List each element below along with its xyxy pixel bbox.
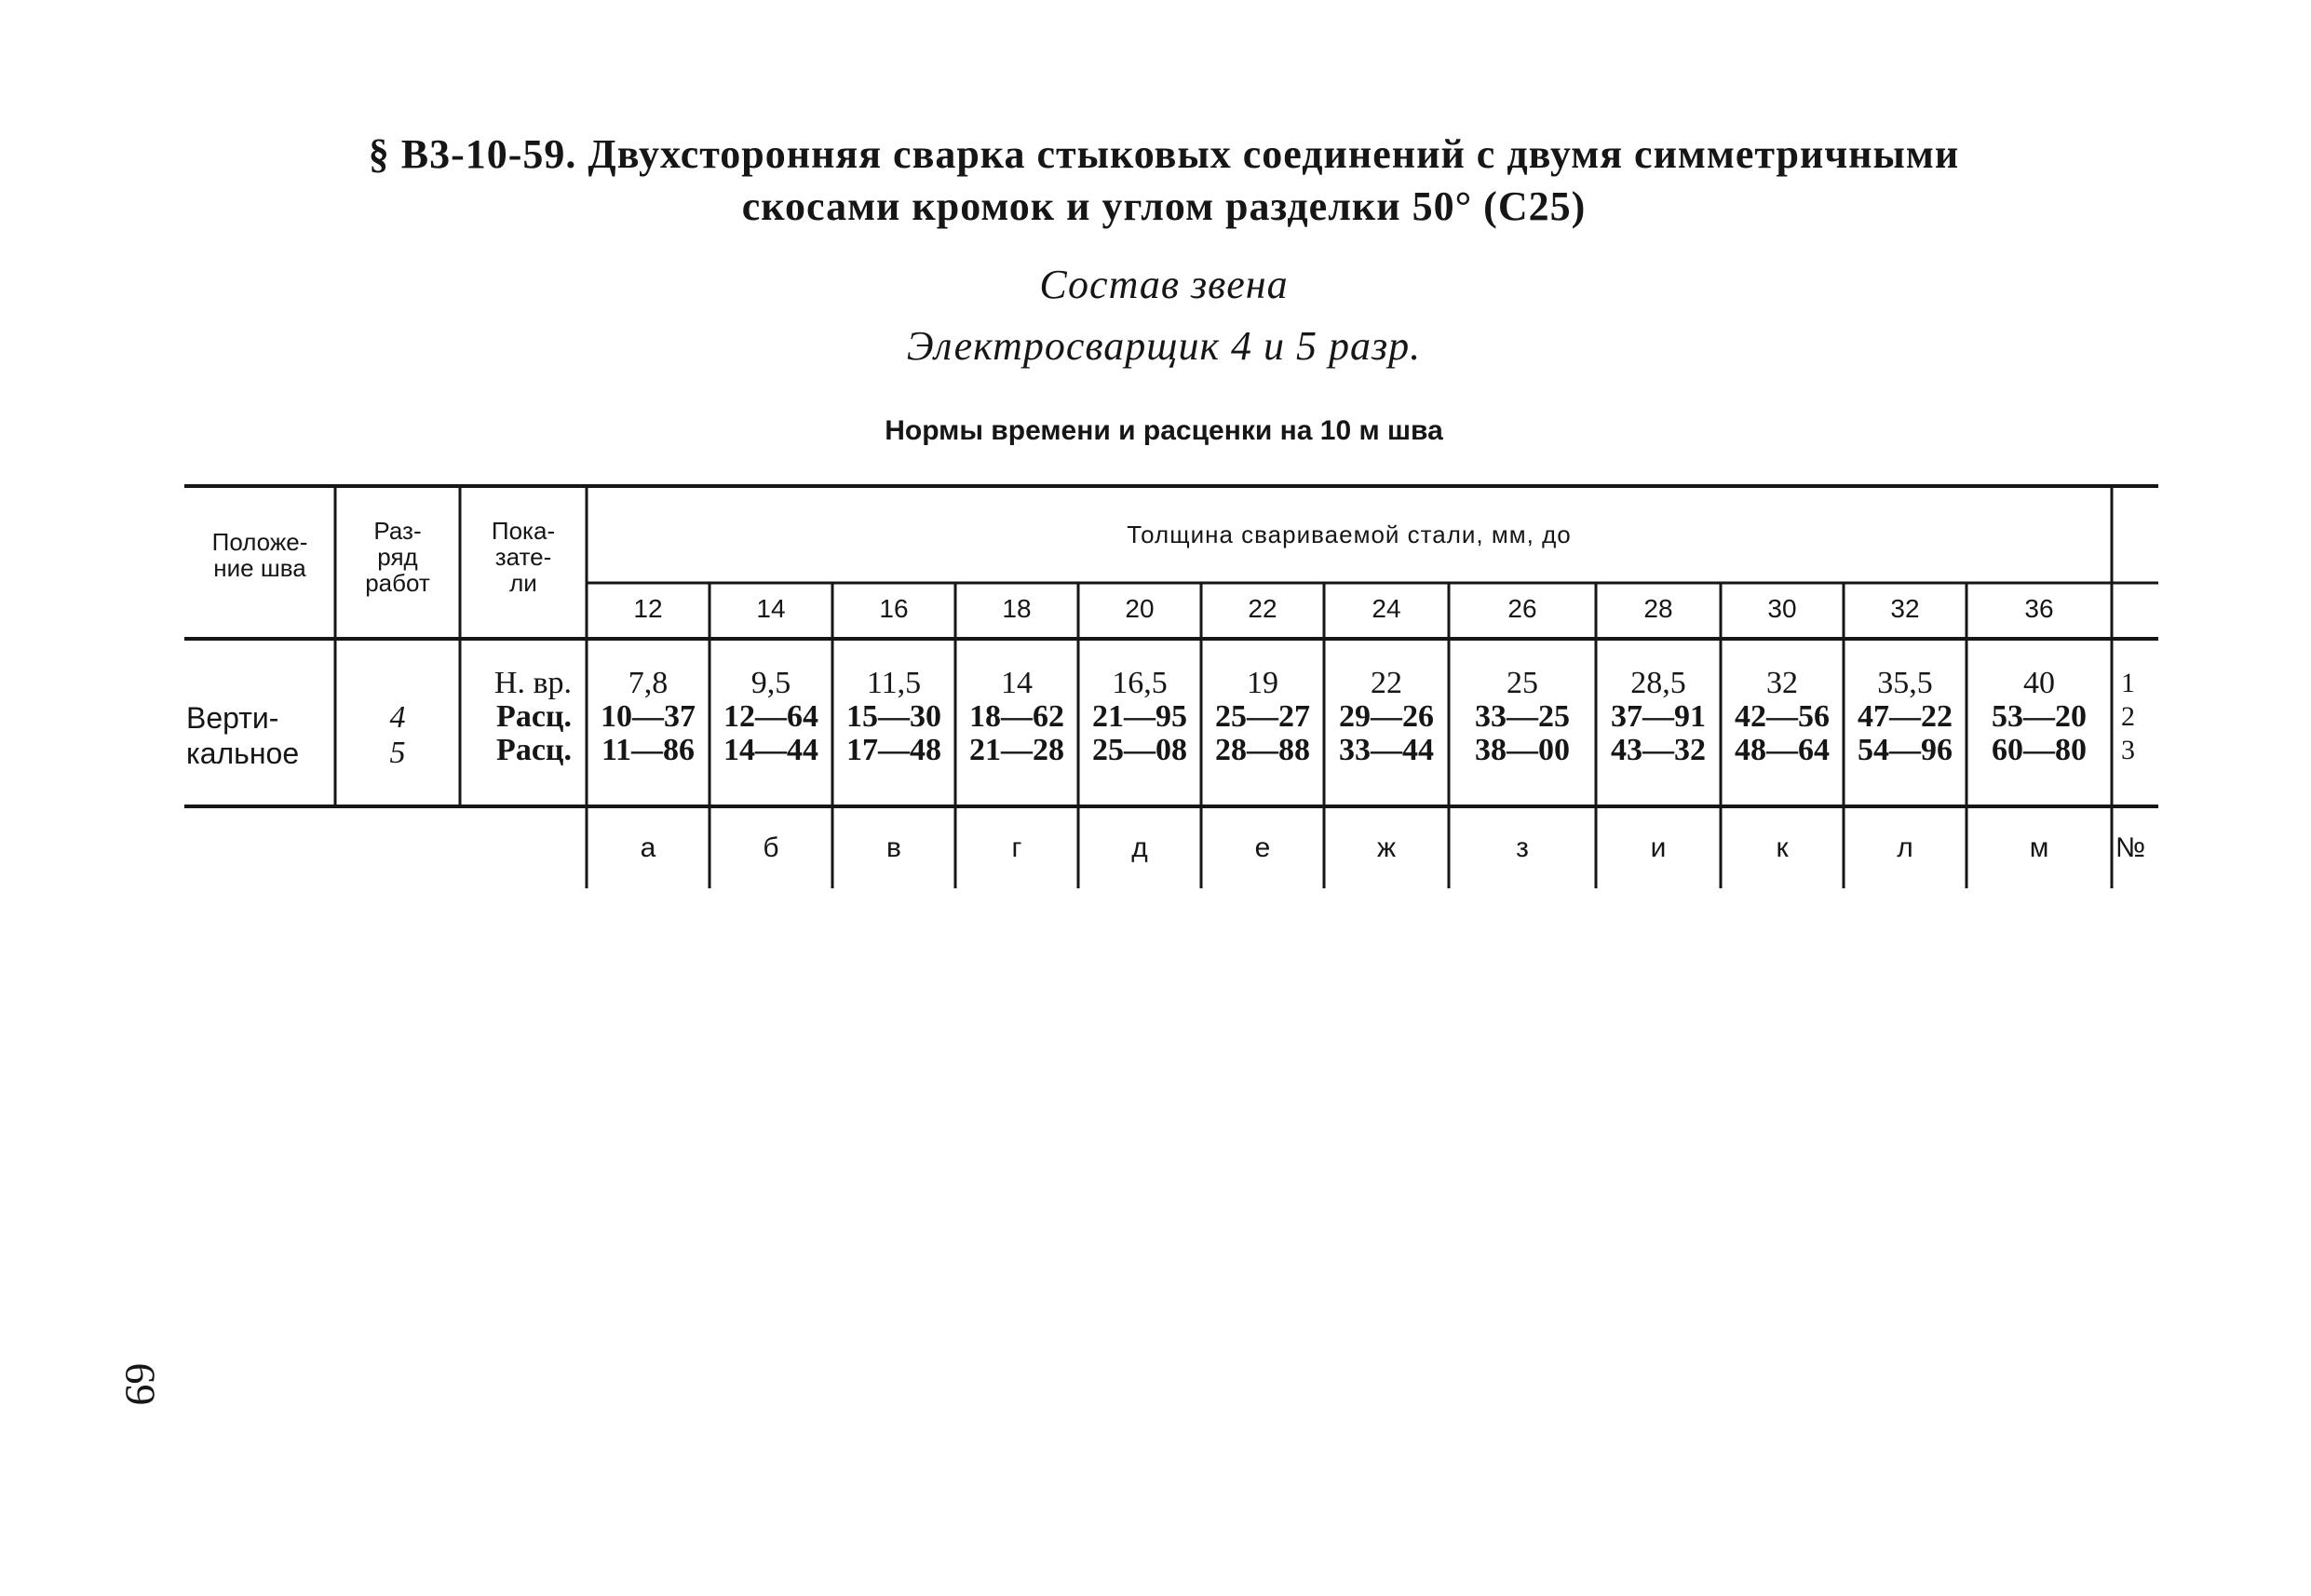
row-number-1: 1 bbox=[2121, 668, 2135, 698]
thickness-32: 32 bbox=[1890, 594, 1920, 623]
column-letter: б bbox=[763, 832, 779, 863]
time-norm: 11,5 bbox=[866, 666, 922, 700]
rate-grade-5: 17—48 bbox=[846, 733, 941, 767]
thickness-30: 30 bbox=[1767, 594, 1797, 623]
thickness-14: 14 bbox=[756, 594, 786, 623]
rate-grade-5: 54—96 bbox=[1858, 733, 1953, 767]
row-seam-position: Верти- кальное bbox=[186, 701, 300, 770]
thickness-16: 16 bbox=[879, 594, 909, 623]
rate-grade-5: 60—80 bbox=[1992, 733, 2087, 767]
time-norm: 19 bbox=[1247, 666, 1278, 700]
rate-grade-5: 28—88 bbox=[1215, 733, 1310, 767]
time-norm: 7,8 bbox=[628, 666, 669, 700]
rate-grade-4: 53—20 bbox=[1992, 699, 2087, 734]
header-work-grade: Раз- ряд работ bbox=[365, 517, 430, 597]
rate-grade-5: 11—86 bbox=[601, 733, 696, 767]
column-letter: м bbox=[2029, 832, 2049, 863]
rate-grade-4: 12—64 bbox=[723, 699, 818, 734]
time-norm: 40 bbox=[2023, 666, 2055, 700]
indicator-time-norm: Н. вр. bbox=[493, 666, 572, 700]
indicator-rate-grade-5: Расц. bbox=[496, 733, 572, 767]
thickness-22: 22 bbox=[1248, 594, 1277, 623]
row-numbers bbox=[2112, 667, 2158, 767]
thickness-12: 12 bbox=[633, 594, 663, 623]
values-column-k bbox=[1721, 667, 1844, 767]
rate-grade-5: 14—44 bbox=[723, 733, 818, 767]
crew-heading: Состав звена bbox=[1039, 262, 1289, 307]
thickness-18: 18 bbox=[1002, 594, 1032, 623]
time-norm: 14 bbox=[1001, 666, 1033, 700]
row-number-3: 3 bbox=[2121, 735, 2135, 765]
rate-grade-4: 29—26 bbox=[1339, 699, 1434, 734]
rate-grade-5: 25—08 bbox=[1092, 733, 1187, 767]
header-seam-position: Положе- ние шва bbox=[211, 528, 308, 582]
title-line-2: скосами кромок и углом разделки 50° (С25) bbox=[741, 183, 1587, 229]
thickness-24: 24 bbox=[1372, 594, 1401, 623]
column-letter: и bbox=[1650, 832, 1667, 863]
thickness-28: 28 bbox=[1643, 594, 1673, 623]
rate-grade-4: 10—37 bbox=[601, 699, 696, 734]
header-thickness: Толщина свариваемой стали, мм, до bbox=[1127, 521, 1572, 548]
rate-grade-4: 42—56 bbox=[1735, 699, 1830, 734]
crew-members: Электросварщик 4 и 5 разр. bbox=[906, 323, 1422, 369]
column-letter: з bbox=[1516, 832, 1529, 863]
rate-grade-5: 38—00 bbox=[1475, 733, 1570, 767]
column-letter: л bbox=[1897, 832, 1913, 863]
indicator-rate-grade-4: Расц. bbox=[496, 699, 572, 734]
values-column-d bbox=[1078, 667, 1201, 767]
values-column-z bbox=[1449, 667, 1596, 767]
column-letter: в bbox=[886, 832, 901, 863]
values-column-l bbox=[1844, 667, 1966, 767]
rate-grade-5: 43—32 bbox=[1611, 733, 1706, 767]
rate-grade-4: 21—95 bbox=[1092, 699, 1187, 734]
column-letter: а bbox=[640, 832, 656, 863]
page-number: 69 bbox=[116, 1362, 165, 1406]
rate-grade-4: 47—22 bbox=[1858, 699, 1953, 734]
column-letter: г bbox=[1011, 832, 1022, 863]
column-letter: к bbox=[1776, 832, 1789, 863]
rate-grade-4: 37—91 bbox=[1611, 699, 1706, 734]
values-column-zh bbox=[1324, 667, 1449, 767]
values-column-g bbox=[955, 667, 1078, 767]
values-column-m bbox=[1966, 667, 2112, 767]
table-caption: Нормы времени и расценки на 10 м шва bbox=[885, 415, 1443, 446]
column-letter: д bbox=[1131, 832, 1148, 863]
rate-grade-4: 18—62 bbox=[969, 699, 1064, 734]
title-line-1: § В3-10-59. Двухсторонняя сварка стыковых соединений с двумя симметричными bbox=[368, 131, 1960, 177]
column-letter: е bbox=[1254, 832, 1271, 863]
thickness-36: 36 bbox=[2024, 594, 2054, 623]
number-sign: № bbox=[2115, 832, 2146, 863]
values-column-b bbox=[710, 667, 832, 767]
values-column-v bbox=[832, 667, 955, 767]
rate-grade-5: 48—64 bbox=[1735, 733, 1830, 767]
thickness-20: 20 bbox=[1125, 594, 1155, 623]
rate-grade-5: 33—44 bbox=[1339, 733, 1434, 767]
row-number-2: 2 bbox=[2121, 701, 2135, 732]
thickness-26: 26 bbox=[1507, 594, 1537, 623]
time-norm: 9,5 bbox=[750, 666, 791, 700]
rate-grade-5: 21—28 bbox=[969, 733, 1064, 767]
header-indicators: Пока- зате- ли bbox=[491, 517, 556, 597]
time-norm: 25 bbox=[1507, 666, 1538, 700]
time-norm: 16,5 bbox=[1112, 666, 1168, 700]
rate-grade-4: 15—30 bbox=[846, 699, 941, 734]
row-grades: 4 5 bbox=[389, 700, 406, 770]
time-norm: 28,5 bbox=[1630, 666, 1686, 700]
time-norm: 22 bbox=[1371, 666, 1402, 700]
values-column-i bbox=[1596, 667, 1721, 767]
values-column-e bbox=[1201, 667, 1324, 767]
time-norm: 35,5 bbox=[1877, 666, 1933, 700]
column-letter: ж bbox=[1376, 832, 1397, 863]
rate-grade-4: 25—27 bbox=[1215, 699, 1310, 734]
time-norm: 32 bbox=[1766, 666, 1798, 700]
rate-grade-4: 33—25 bbox=[1475, 699, 1570, 734]
values-column-a bbox=[587, 667, 710, 767]
